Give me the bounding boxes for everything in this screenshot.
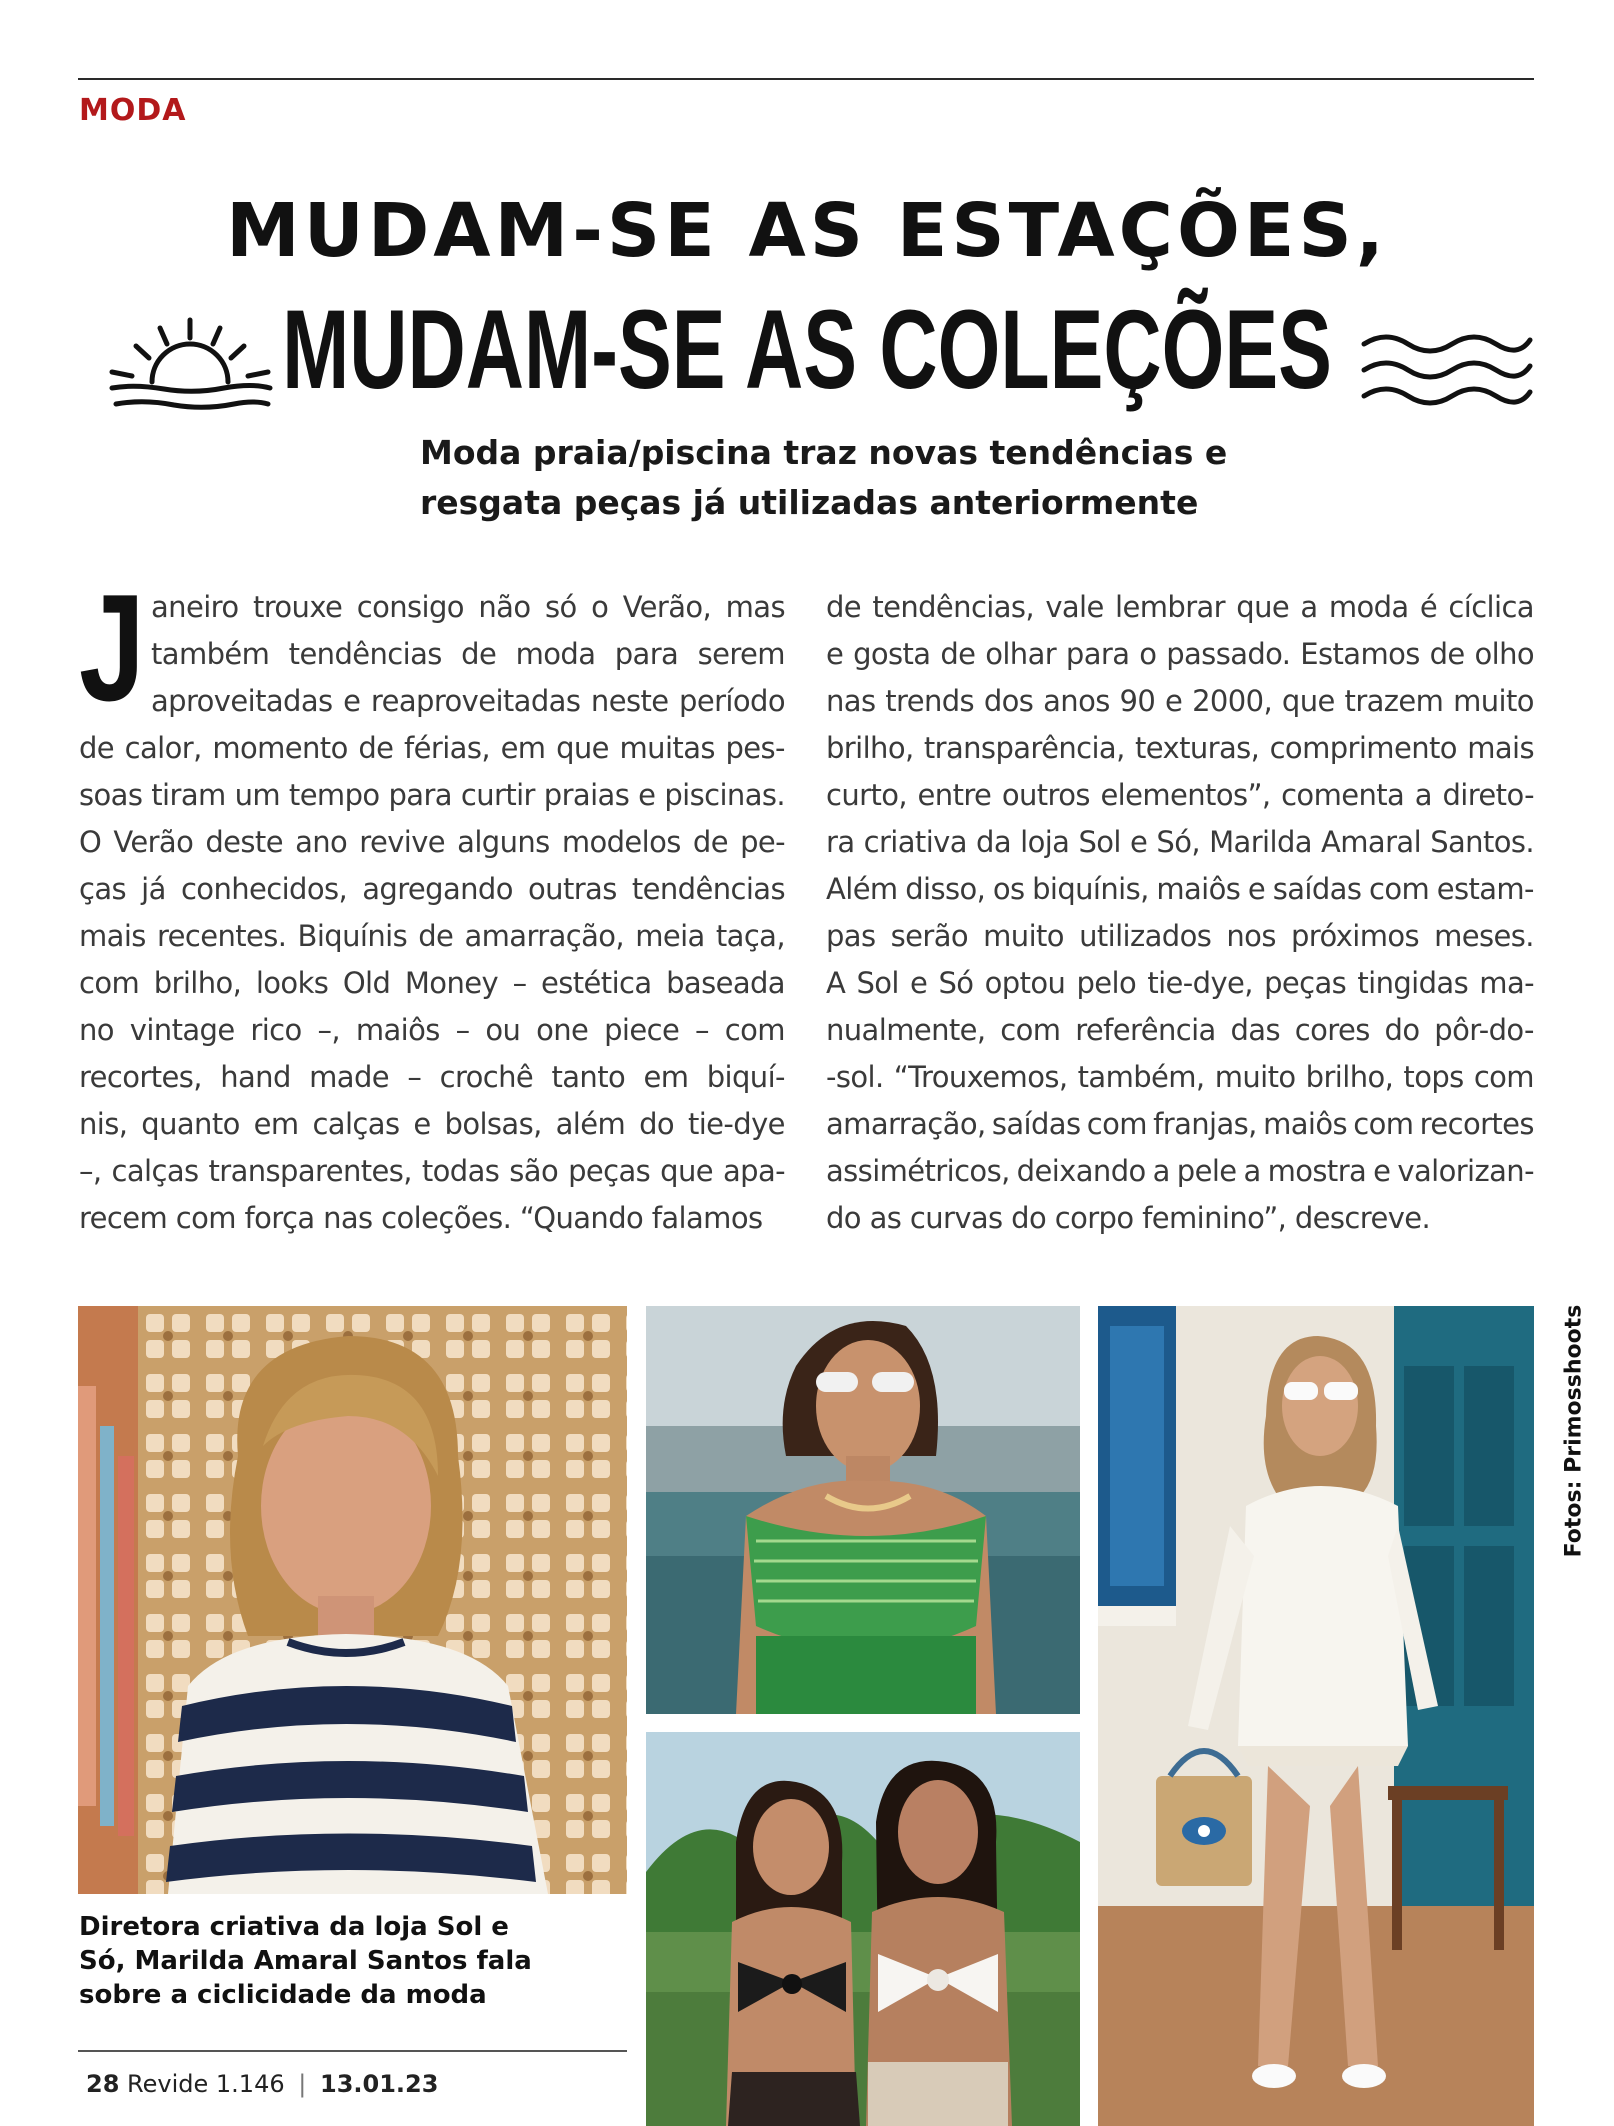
body-line: amarração, saídas com franjas, maiôs com recortes (826, 1107, 1534, 1141)
body-line: curto, entre outros elementos”, comenta a direto- (826, 778, 1534, 812)
body-line: mais recentes. Biquínis de amarração, meia taça, (79, 919, 785, 953)
headline-line-2: MUDAM-SE AS COLEÇÕES (282, 287, 1332, 412)
caption-line-3: sobre a ciclicidade da moda (79, 1980, 487, 2010)
body-column-right (826, 584, 1534, 1242)
caption-line-1: Diretora criativa da loja Sol e (79, 1912, 509, 1942)
subtitle-line-1: Moda praia/piscina traz novas tendências e (420, 433, 1228, 472)
body-line: recem com força nas coleções. “Quando falamos (79, 1201, 763, 1235)
body-line: ças já conhecidos, agregando outras tendências (79, 872, 785, 906)
caption-line-2: Só, Marilda Amaral Santos fala (79, 1946, 532, 1976)
drop-cap: J (79, 563, 145, 733)
body-line: brilho, transparência, texturas, comprimento mais (826, 731, 1534, 765)
body-line: soas tiram um tempo para curtir praias e piscinas. (79, 778, 785, 812)
photo-credit (1557, 1306, 1591, 1556)
body-line: –, calças transparentes, todas são peças que apa- (79, 1154, 785, 1188)
body-line: Além disso, os biquínis, maiôs e saídas com estam- (826, 872, 1534, 906)
photo-bow-tops (646, 1732, 1080, 2126)
photo-credit-text: Fotos: Primosshoots (1561, 1304, 1587, 1558)
publication-issue: Revide 1.146 (127, 2070, 285, 2098)
subtitle-line-2: resgata peças já utilizadas anteriormente (420, 483, 1199, 522)
body-line: no vintage rico –, maiôs – ou one piece – com (79, 1013, 785, 1047)
body-line: aproveitadas e reaproveitadas neste período (151, 684, 785, 718)
body-line: de calor, momento de férias, em que muitas pes- (79, 731, 785, 765)
page-number: 28 (86, 2070, 120, 2098)
subtitle (420, 428, 1320, 528)
body-line: O Verão deste ano revive alguns modelos de pe- (79, 825, 785, 859)
issue-date: 13.01.23 (320, 2070, 439, 2098)
body-line: ra criativa da loja Sol e Só, Marilda Amaral Santos. (826, 825, 1534, 859)
photo-white-outfit (1098, 1306, 1534, 2126)
sunset-icon (104, 312, 276, 422)
body-line: aneiro trouxe consigo não só o Verão, mas (151, 590, 785, 624)
body-line: pas serão muito utilizados nos próximos meses. (826, 919, 1534, 953)
footer-rule (78, 2050, 627, 2052)
headline-line-1: MUDAM-SE AS ESTAÇÕES, (226, 188, 1388, 274)
body-line: -sol. “Trouxemos, também, muito brilho, tops com (826, 1060, 1534, 1094)
body-line: nualmente, com referência das cores do pôr-do- (826, 1013, 1534, 1047)
body-line: A Sol e Só optou pelo tie-dye, peças tingidas ma- (826, 966, 1534, 1000)
body-line: e gosta de olhar para o passado. Estamos de olho (826, 637, 1534, 671)
body-line: com brilho, looks Old Money – estética baseada (79, 966, 785, 1000)
body-line: também tendências de moda para serem (151, 637, 785, 671)
photo-green-swimwear (646, 1306, 1080, 1714)
photo-caption (79, 1910, 639, 2012)
section-label: MODA (79, 93, 187, 128)
body-line: recortes, hand made – crochê tanto em biquí- (79, 1060, 785, 1094)
body-line: do as curvas do corpo feminino”, descreve. (826, 1201, 1431, 1235)
page-footer (86, 2070, 438, 2098)
footer-separator: | (298, 2070, 307, 2098)
body-line: de tendências, vale lembrar que a moda é cíclica (826, 590, 1534, 624)
body-line: nas trends dos anos 90 e 2000, que trazem muito (826, 684, 1534, 718)
photo-director-portrait (78, 1306, 627, 1894)
body-column-left (79, 584, 785, 1242)
waves-icon (1360, 326, 1534, 412)
body-line: nis, quanto em calças e bolsas, além do tie-dye (79, 1107, 785, 1141)
body-line: assimétricos, deixando a pele a mostra e valorizan- (826, 1154, 1534, 1188)
top-rule (78, 78, 1534, 80)
